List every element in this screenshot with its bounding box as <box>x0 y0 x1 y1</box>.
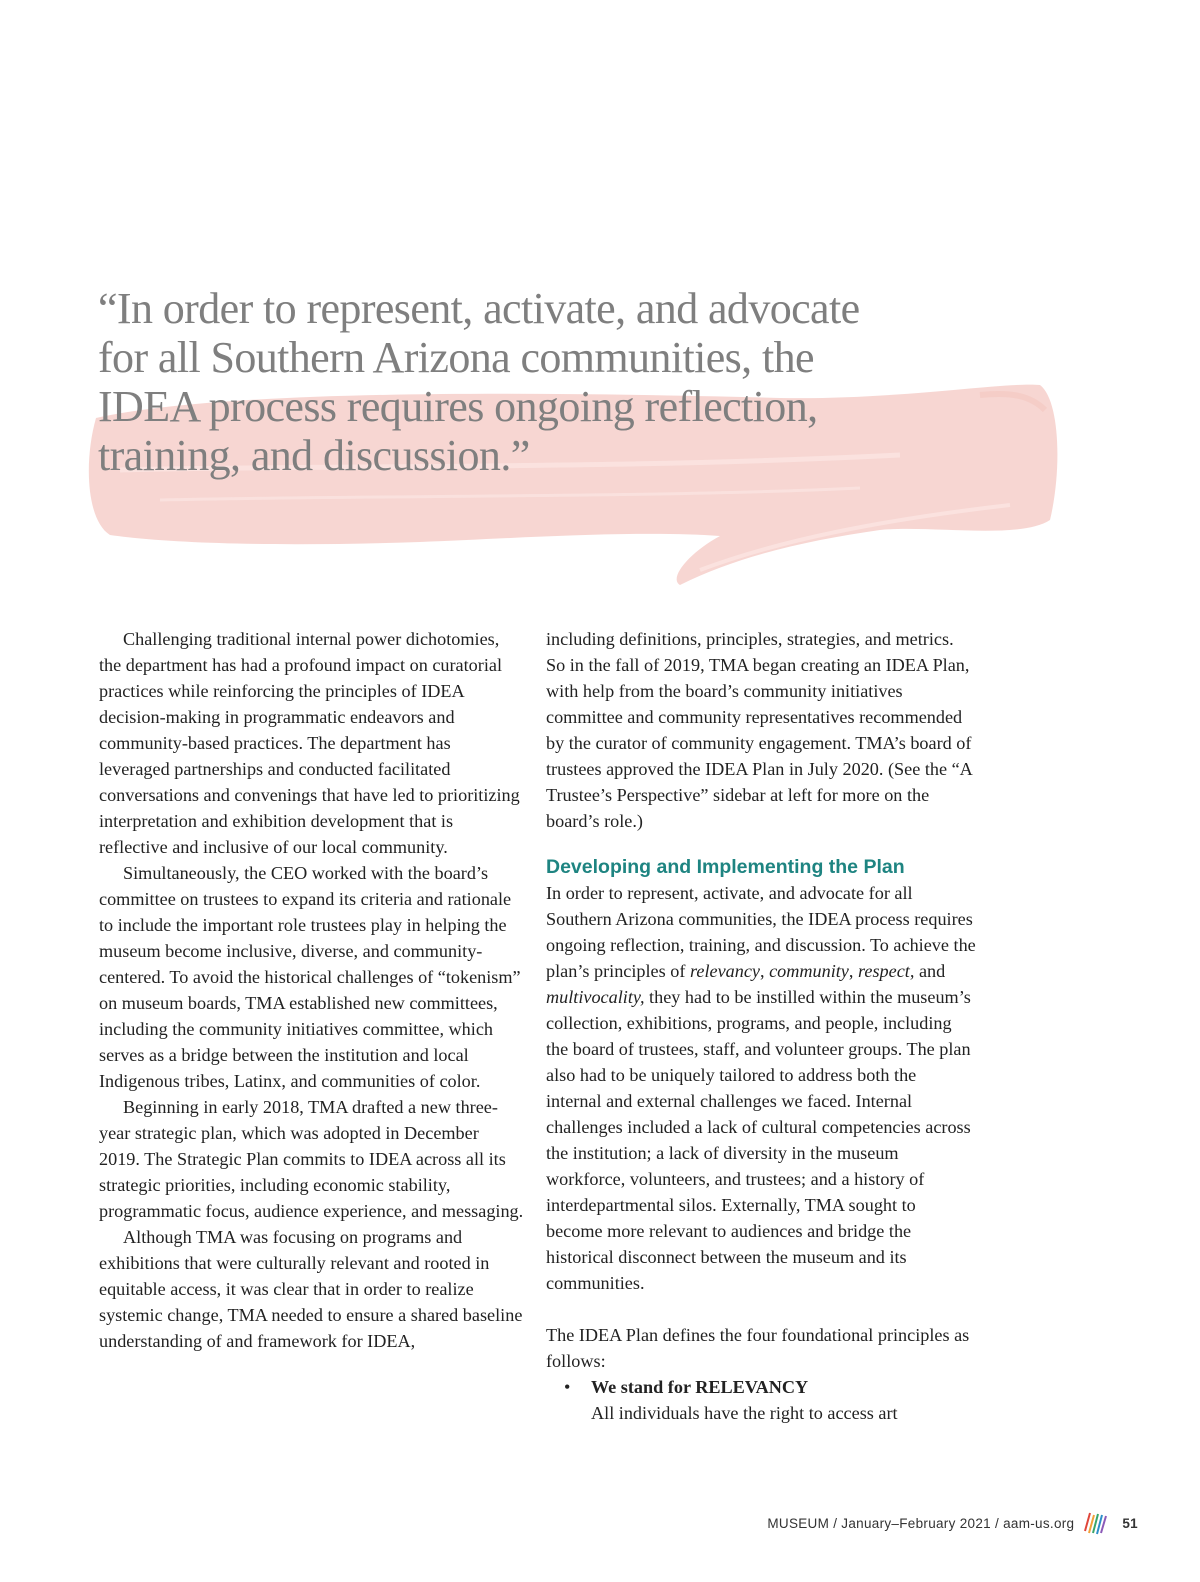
section-heading: Developing and Implementing the Plan <box>546 856 905 878</box>
principles-list <box>546 1374 976 1426</box>
body-paragraph: Challenging traditional internal power dichotomies, the department has had a profound impact on curatorial practices while reinforcing the principles of IDEA decision-making in programmatic endeavors and community-based practices. The department has leveraged partnerships and conducted facilitated conversations and convenings that have led to prioritizing interpretation and exhibition development that is reflective and inclusive of our local community. <box>99 629 520 857</box>
pull-quote: “In order to represent, activate, and advocate for all Southern Arizona communities, the IDEA process requires ongoing reflection, training, and discussion.” <box>98 284 860 480</box>
text-run: , <box>848 961 858 981</box>
page-number: 51 <box>1122 1515 1138 1531</box>
aam-stripes-logo-icon <box>1082 1509 1108 1537</box>
principle-term: community <box>769 961 849 981</box>
principle-term: respect, <box>857 961 915 981</box>
text-run: , <box>759 961 770 981</box>
body-paragraph: Simultaneously, the CEO worked with the board’s committee on trustees to expand its criteria and rationale to include the important role trustees play in helping the museum become inclusive, diverse, and community-centered. To avoid the historical challenges of “tokenism” on museum boards, TMA established new committees, including the community initiatives committee, which serves as a bridge between the institution and local Indigenous tribes, Latinx, and communities of color. <box>99 863 521 1091</box>
page-footer <box>767 1512 1138 1534</box>
list-item <box>546 1374 976 1426</box>
principle-description: All individuals have the right to access art <box>591 1403 898 1423</box>
body-paragraph <box>546 880 976 1296</box>
text-run: In order to represent, activate, and advocate for all Southern Arizona communities, the IDEA process requires ongoing reflection, training, and discussion. To achieve the plan’s principles of <box>546 883 976 981</box>
body-paragraph: Although TMA was focusing on programs and exhibitions that were culturally relevant and rooted in equitable access, it was clear that in order to realize systemic change, TMA needed to ensure a shared baseline understanding of and framework for IDEA, <box>99 1227 523 1351</box>
principle-term: multivocality, <box>546 987 645 1007</box>
body-paragraph: Beginning in early 2018, TMA drafted a new three-year strategic plan, which was adopted in December 2019. The Strategic Plan commits to IDEA across all its strategic priorities, including economic stability, programmatic focus, audience experience, and messaging. <box>99 1097 524 1221</box>
bullet-marker: • <box>564 1377 571 1397</box>
footer-publication-info: MUSEUM / January–February 2021 / aam-us.org <box>767 1515 1075 1531</box>
principle-term: relevancy <box>689 961 760 981</box>
text-run: they had to be instilled within the museum’s collection, exhibitions, programs, and people, including the board of trustees, staff, and volunteer groups. The plan also had to be uniquely tailored to address both the internal and external challenges we faced. Internal challenges included a lack of cultural competencies across the institution; a lack of diversity in the museum workforce, volunteers, and trustees; and a history of interdepartmental silos. Externally, TMA sought to become more relevant to audiences and bridge the historical disconnect between the museum and its communities. <box>546 987 971 1293</box>
text-run: and <box>914 961 946 981</box>
body-paragraph-continued: including definitions, principles, strategies, and metrics. So in the fall of 2019, TMA began creating an IDEA Plan, with help from the board’s community initiatives committee and community representatives recommended by the curator of community engagement. TMA’s board of trustees approved the IDEA Plan in July 2020. (See the “A Trustee’s Perspective” sidebar at left for more on the board’s role.) <box>546 629 972 831</box>
right-column <box>546 626 976 1426</box>
principle-title: We stand for RELEVANCY <box>591 1377 809 1397</box>
body-paragraph: The IDEA Plan defines the four foundational principles as follows: <box>546 1325 970 1371</box>
left-column <box>99 626 524 1354</box>
